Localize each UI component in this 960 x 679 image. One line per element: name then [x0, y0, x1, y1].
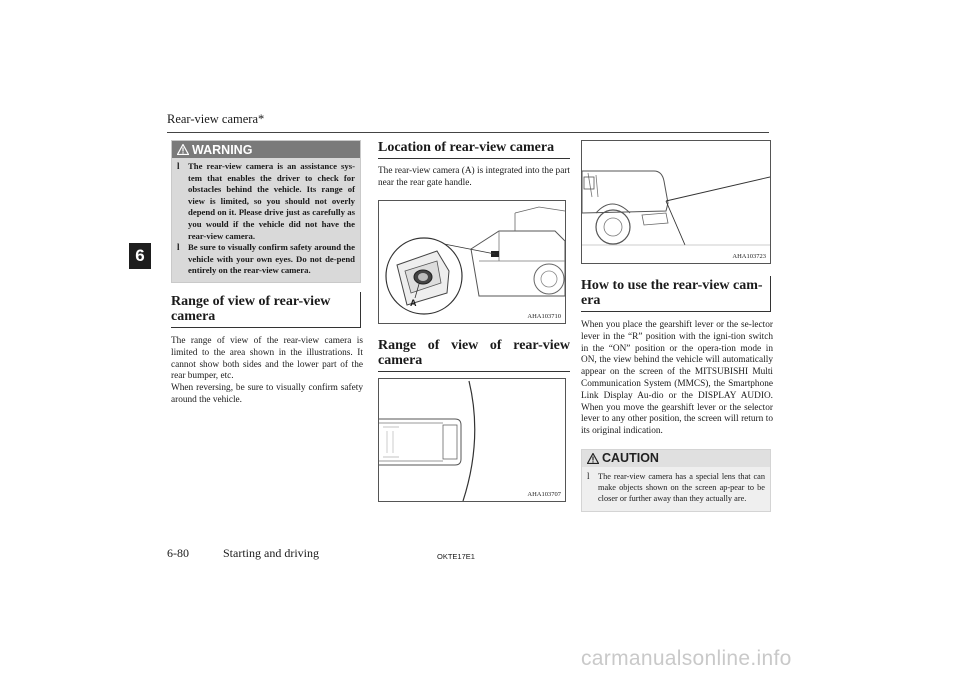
column-middle [378, 140, 570, 502]
caution-header [582, 450, 770, 467]
callout-a-label: A [410, 297, 417, 308]
side-view-range-illustration [582, 141, 770, 263]
caution-triangle-icon [587, 453, 599, 464]
use-section-heading [581, 276, 771, 312]
warning-body [172, 158, 360, 282]
truck-rear-illustration [379, 201, 565, 323]
range-section-heading [171, 292, 361, 328]
camera-location-figure [378, 200, 566, 324]
warning-triangle-icon [177, 144, 189, 155]
warning-item [177, 161, 355, 242]
column-right [581, 140, 773, 512]
location-section-heading [378, 140, 570, 159]
range-paragraph: When reversing, be sure to visually confirm safety around the vehicle. [171, 383, 363, 405]
page-number: 6-80 [167, 546, 189, 560]
figure-id: AHA103710 [527, 312, 561, 320]
document-code: OKTE17E1 [437, 552, 475, 561]
caution-item [587, 471, 765, 504]
warning-item [177, 242, 355, 277]
chapter-tab: 6 [129, 243, 151, 269]
range-figure-heading [378, 336, 570, 372]
use-section-title: How to use the rear-view cam-era [581, 278, 763, 308]
header-rule [167, 132, 769, 133]
warning-header [172, 141, 360, 158]
side-view-range-figure [581, 140, 771, 264]
bullet-icon: l [177, 161, 180, 171]
use-paragraph: When you place the gearshift lever or the se-lector lever in the “R” position with the igni-tion switch in the “ON” position or the opera-tion mode in ON, the view behind the vehicle will automatically appear on the screen of the MITSUBISHI Multi Communication System (MMCS), the Smartphone Link Display Au-dio or the DISPLAY AUDIO. When you move the gearshift lever or the selector lever to any other position, the screen will return to its original indication. [581, 320, 773, 437]
top-view-range-illustration [379, 379, 565, 501]
bullet-icon: l [177, 242, 180, 253]
range-of-view-figure [378, 378, 566, 502]
running-header: Rear-view camera* [167, 112, 265, 126]
caution-label: CAUTION [602, 451, 659, 466]
range-paragraph: The range of view of the rear-view camera is limited to the area shown in the illustrations. It cannot show both sides and the lower part of the rear bumper, etc. [171, 335, 363, 382]
caution-box [581, 449, 771, 512]
figure-id: AHA103707 [527, 490, 561, 498]
range-section-title: Range of view of rear-view camera [171, 293, 331, 324]
watermark: carmanualsonline.info [581, 647, 792, 670]
caution-item-text: The rear-view camera has a special lens that can make objects shown on the screen ap-pear to be closer or further away than they actually are. [598, 471, 765, 503]
bullet-icon: l [587, 470, 590, 481]
warning-box [171, 140, 361, 283]
figure-id: AHA103723 [732, 253, 766, 260]
warning-label: WARNING [192, 142, 253, 157]
location-paragraph: The rear-view camera (A) is integrated into the part near the rear gate handle. [378, 166, 570, 188]
caution-body [582, 467, 770, 511]
location-section-title: Location of rear-view camera [378, 140, 555, 155]
warning-item-text: Be sure to visually confirm safety around the vehicle with your own eyes. Do not de-pend entirely on the rear-view camera. [188, 242, 355, 276]
column-left [171, 140, 363, 407]
range-figure-title: Range of view of rear-view camera [378, 337, 570, 368]
warning-item-text: The rear-view camera is an assistance sys-tem that enables the driver to check for obstacles behind the vehicle. Its range of view is limited, so you should not overly depend on it. Please drive just as carefully as you would if the vehicle did not have the rear-view camera. [188, 161, 355, 241]
footer-section-name: Starting and driving [223, 546, 319, 560]
